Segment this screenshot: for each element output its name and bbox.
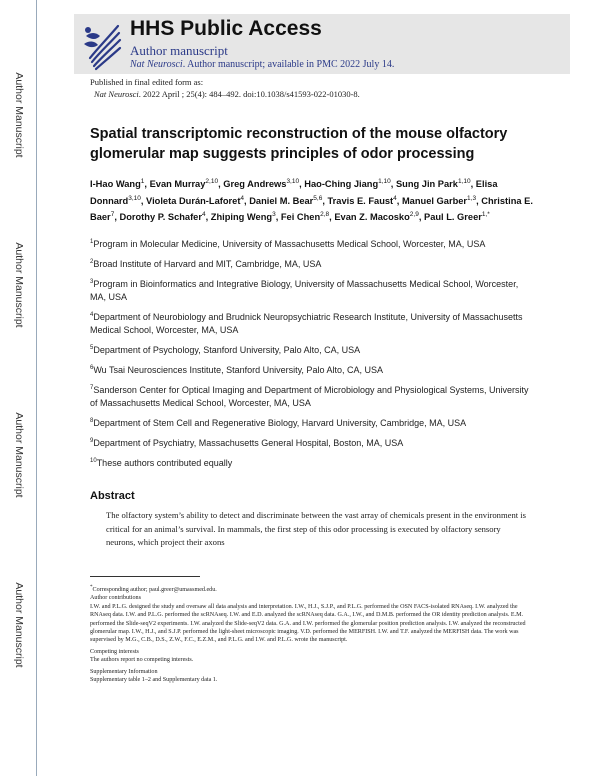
contrib-heading: Author contributions <box>90 595 141 602</box>
affiliation-number: 2 <box>90 259 94 265</box>
author-affiliation-ref: 4 <box>240 194 245 202</box>
article-title: Spatial transcriptomic reconstruction of the mouse olfactory glomerular map suggests principles of odor processing <box>90 126 508 162</box>
corresponding-author: *Corresponding author; paul.greer@umassmed.edu. <box>90 584 217 594</box>
author-list: I-Hao Wang$^1$, Evan Murray$^{2,10}$, Greg Andrews$^{3,10}$, Hao-Ching Jiang$^{1,10}$, Sung Jin Park$^{1,10}$, Elisa Donnard$^{3,10}$, Violeta Durán-Laforet$^4$, Daniel M. Bear$^{5,6}$, Travis E. Faust$^4$, Manuel Garber$^{1,3}$, Christina E. Baer$^7$, Dorothy P. Schafer$^4$, Zhiping Weng$^3$, Fei Chen$^{2,8}$, Evan Z. Macosko$^{2,9}$, Paul L. Greer$^{1,*}$ <box>90 178 533 223</box>
supp-text: Supplementary table 1–2 and Supplementary data 1. <box>90 677 218 684</box>
competing-heading: Competing interests <box>90 648 139 655</box>
affiliation <box>90 276 530 304</box>
affiliation-number: 6 <box>90 365 94 371</box>
author-affiliation-ref: 2,9 <box>409 211 419 219</box>
author-affiliation-ref: 3 <box>272 211 276 219</box>
author-affiliation-ref: 1,* <box>481 211 490 219</box>
author-affiliation-ref: 5,6 <box>313 194 323 202</box>
author-name: Manuel Garber <box>401 195 468 206</box>
affiliation-number: 1 <box>90 239 94 245</box>
author-affiliation-ref: 2,10 <box>205 178 219 185</box>
affiliation-text: Department of Stem Cell and Regenerative Biology, Harvard University, Cambridge, MA, USA <box>93 418 467 428</box>
affiliation <box>90 309 530 337</box>
publication-info: Published in final edited form as: Nat Neurosci. 2022 April ; 25(4): 484–492. doi:10.1038/s41593-022-01030-8. <box>90 77 360 99</box>
author-affiliation-ref: 1,10 <box>378 178 391 185</box>
affiliation-text: Department of Psychology, Stanford University, Palo Alto, CA, USA <box>93 345 361 355</box>
affiliation <box>90 256 530 271</box>
affiliation-number: 5 <box>90 345 94 351</box>
author-name: Elisa Donnard <box>90 179 498 206</box>
author-name: Daniel M. Bear <box>249 195 314 206</box>
affiliation-text: Sanderson Center for Optical Imaging and Department of Microbiology and Physiological Systems, University of Massachusetts Medical School, Worcester, MA, USA <box>90 385 529 408</box>
author-affiliation-ref: 1 <box>140 178 145 185</box>
author-name: Evan Z. Macosko <box>334 212 410 223</box>
author-affiliation-ref: 7 <box>110 211 115 219</box>
hhs-header <box>74 14 570 74</box>
sidebar: Author Manuscript Author Manuscript Author Manuscript Author Manuscript <box>0 0 38 776</box>
affiliation-text: These authors contributed equally <box>96 458 233 468</box>
author-affiliation-ref: 1,3 <box>467 194 477 202</box>
footnote-divider <box>90 576 200 577</box>
affiliation <box>90 236 530 251</box>
hhs-title: HHS Public Access <box>130 17 322 40</box>
sidebar-divider <box>36 0 37 776</box>
supp-heading: Supplementary Information <box>90 668 158 675</box>
author-name: Dorothy P. Schafer <box>119 212 202 223</box>
author-affiliation-ref: 4 <box>393 194 397 202</box>
affiliation <box>90 362 530 377</box>
hhs-eagle-logo-icon <box>80 18 124 72</box>
affiliation-text: Department of Psychiatry, Massachusetts General Hospital, Boston, MA, USA <box>93 438 404 448</box>
affiliation <box>90 415 530 430</box>
author-affiliation-ref: 1,10 <box>457 178 471 185</box>
author-affiliation-ref: 4 <box>201 211 206 219</box>
affiliation-number: 10 <box>90 458 97 464</box>
competing-text: The authors report no competing interests. <box>90 657 194 664</box>
affiliation-number: 9 <box>90 438 94 444</box>
author-name: Evan Murray <box>149 179 206 190</box>
author-name: Paul L. Greer <box>424 212 482 223</box>
author-name: Christina E. Baer <box>90 195 533 223</box>
affiliation <box>90 382 530 410</box>
affiliation-number: 3 <box>90 279 94 285</box>
manuscript-type: Author manuscript <box>130 43 228 58</box>
affiliation-text: Broad Institute of Harvard and MIT, Cambridge, MA, USA <box>93 259 322 269</box>
author-affiliation-ref: 2,8 <box>320 211 330 219</box>
abstract-heading: Abstract <box>90 490 135 502</box>
author-name: I-Hao Wang <box>90 179 141 190</box>
affiliation <box>90 342 530 357</box>
author-name: Travis E. Faust <box>327 195 394 206</box>
affiliation-number: 7 <box>90 385 94 391</box>
affiliation-number: 8 <box>90 418 94 424</box>
author-affiliation-ref: 3,10 <box>286 178 300 185</box>
contrib-text: I.W. and P.L.G. designed the study and oversaw all data analysis and interpretation. I.W., H.J., S.J.P., and P.L.G. performed the OSN FACS-isolated RNAseq. I.W. analyzed the RNAseq data. I.W. and P.L.G. performed the scRNAseq. I.W. and E.D. analyzed the scRNAseq data. G.A., I.W., and D.M.B. performed the OR identity prediction analysis. E.M. performed the Slide-seqV2 experiments. I.W. analyzed the Slide-seqV2 data. G.A. and I.W. performed the glomerular position prediction analysis. I.W. analyzed the reconstructed glomerular map. I.W., H.J., and S.J.P. performed the light-sheet microscopic imaging. V.D. performed the MERFISH. I.W. and T.F. analyzed the MERFISH data. The work was supervised by M.G., C.B., D.S., Z.W., F.C., E.Z.M., and P.L.G. and I.W. and P.L.G. wrote the manuscript. <box>90 603 526 644</box>
author-name: Zhiping Weng <box>210 212 273 223</box>
author-affiliation-ref: 3,10 <box>128 194 141 202</box>
affiliation-text: Program in Molecular Medicine, University of Massachusetts Medical School, Worcester, MA, USA <box>93 239 486 249</box>
affiliation-text: Wu Tsai Neurosciences Institute, Stanford University, Palo Alto, CA, USA <box>93 365 383 375</box>
affiliation-text: Program in Bioinformatics and Integrative Biology, University of Massachusetts Medical School, Worcester, MA, USA <box>90 279 519 302</box>
author-name: Fei Chen <box>280 212 321 223</box>
affiliation-list <box>90 236 530 475</box>
affiliation-text: Department of Neurobiology and Brudnick Neuropsychiatric Research Institute, University of Massachusetts Medical School, Worcester, MA, USA <box>90 312 523 335</box>
footnotes <box>90 583 530 685</box>
author-name: Sung Jin Park <box>395 179 458 190</box>
author-name: Violeta Durán-Laforet <box>146 195 241 206</box>
affiliation <box>90 455 530 470</box>
affiliation-number: 4 <box>90 312 94 318</box>
affiliation <box>90 435 530 450</box>
author-name: Hao-Ching Jiang <box>304 179 379 190</box>
abstract-text: The olfactory system’s ability to detect and discriminate between the vast array of chemicals present in the environment is critical for an animal’s survival. In mammals, the first step of this odor processing is executed by olfactory sensory neurons, which project their axons <box>106 510 527 547</box>
author-name: Greg Andrews <box>223 179 287 190</box>
availability: Nat Neurosci. Author manuscript; available in PMC 2022 July 14. <box>130 59 395 70</box>
